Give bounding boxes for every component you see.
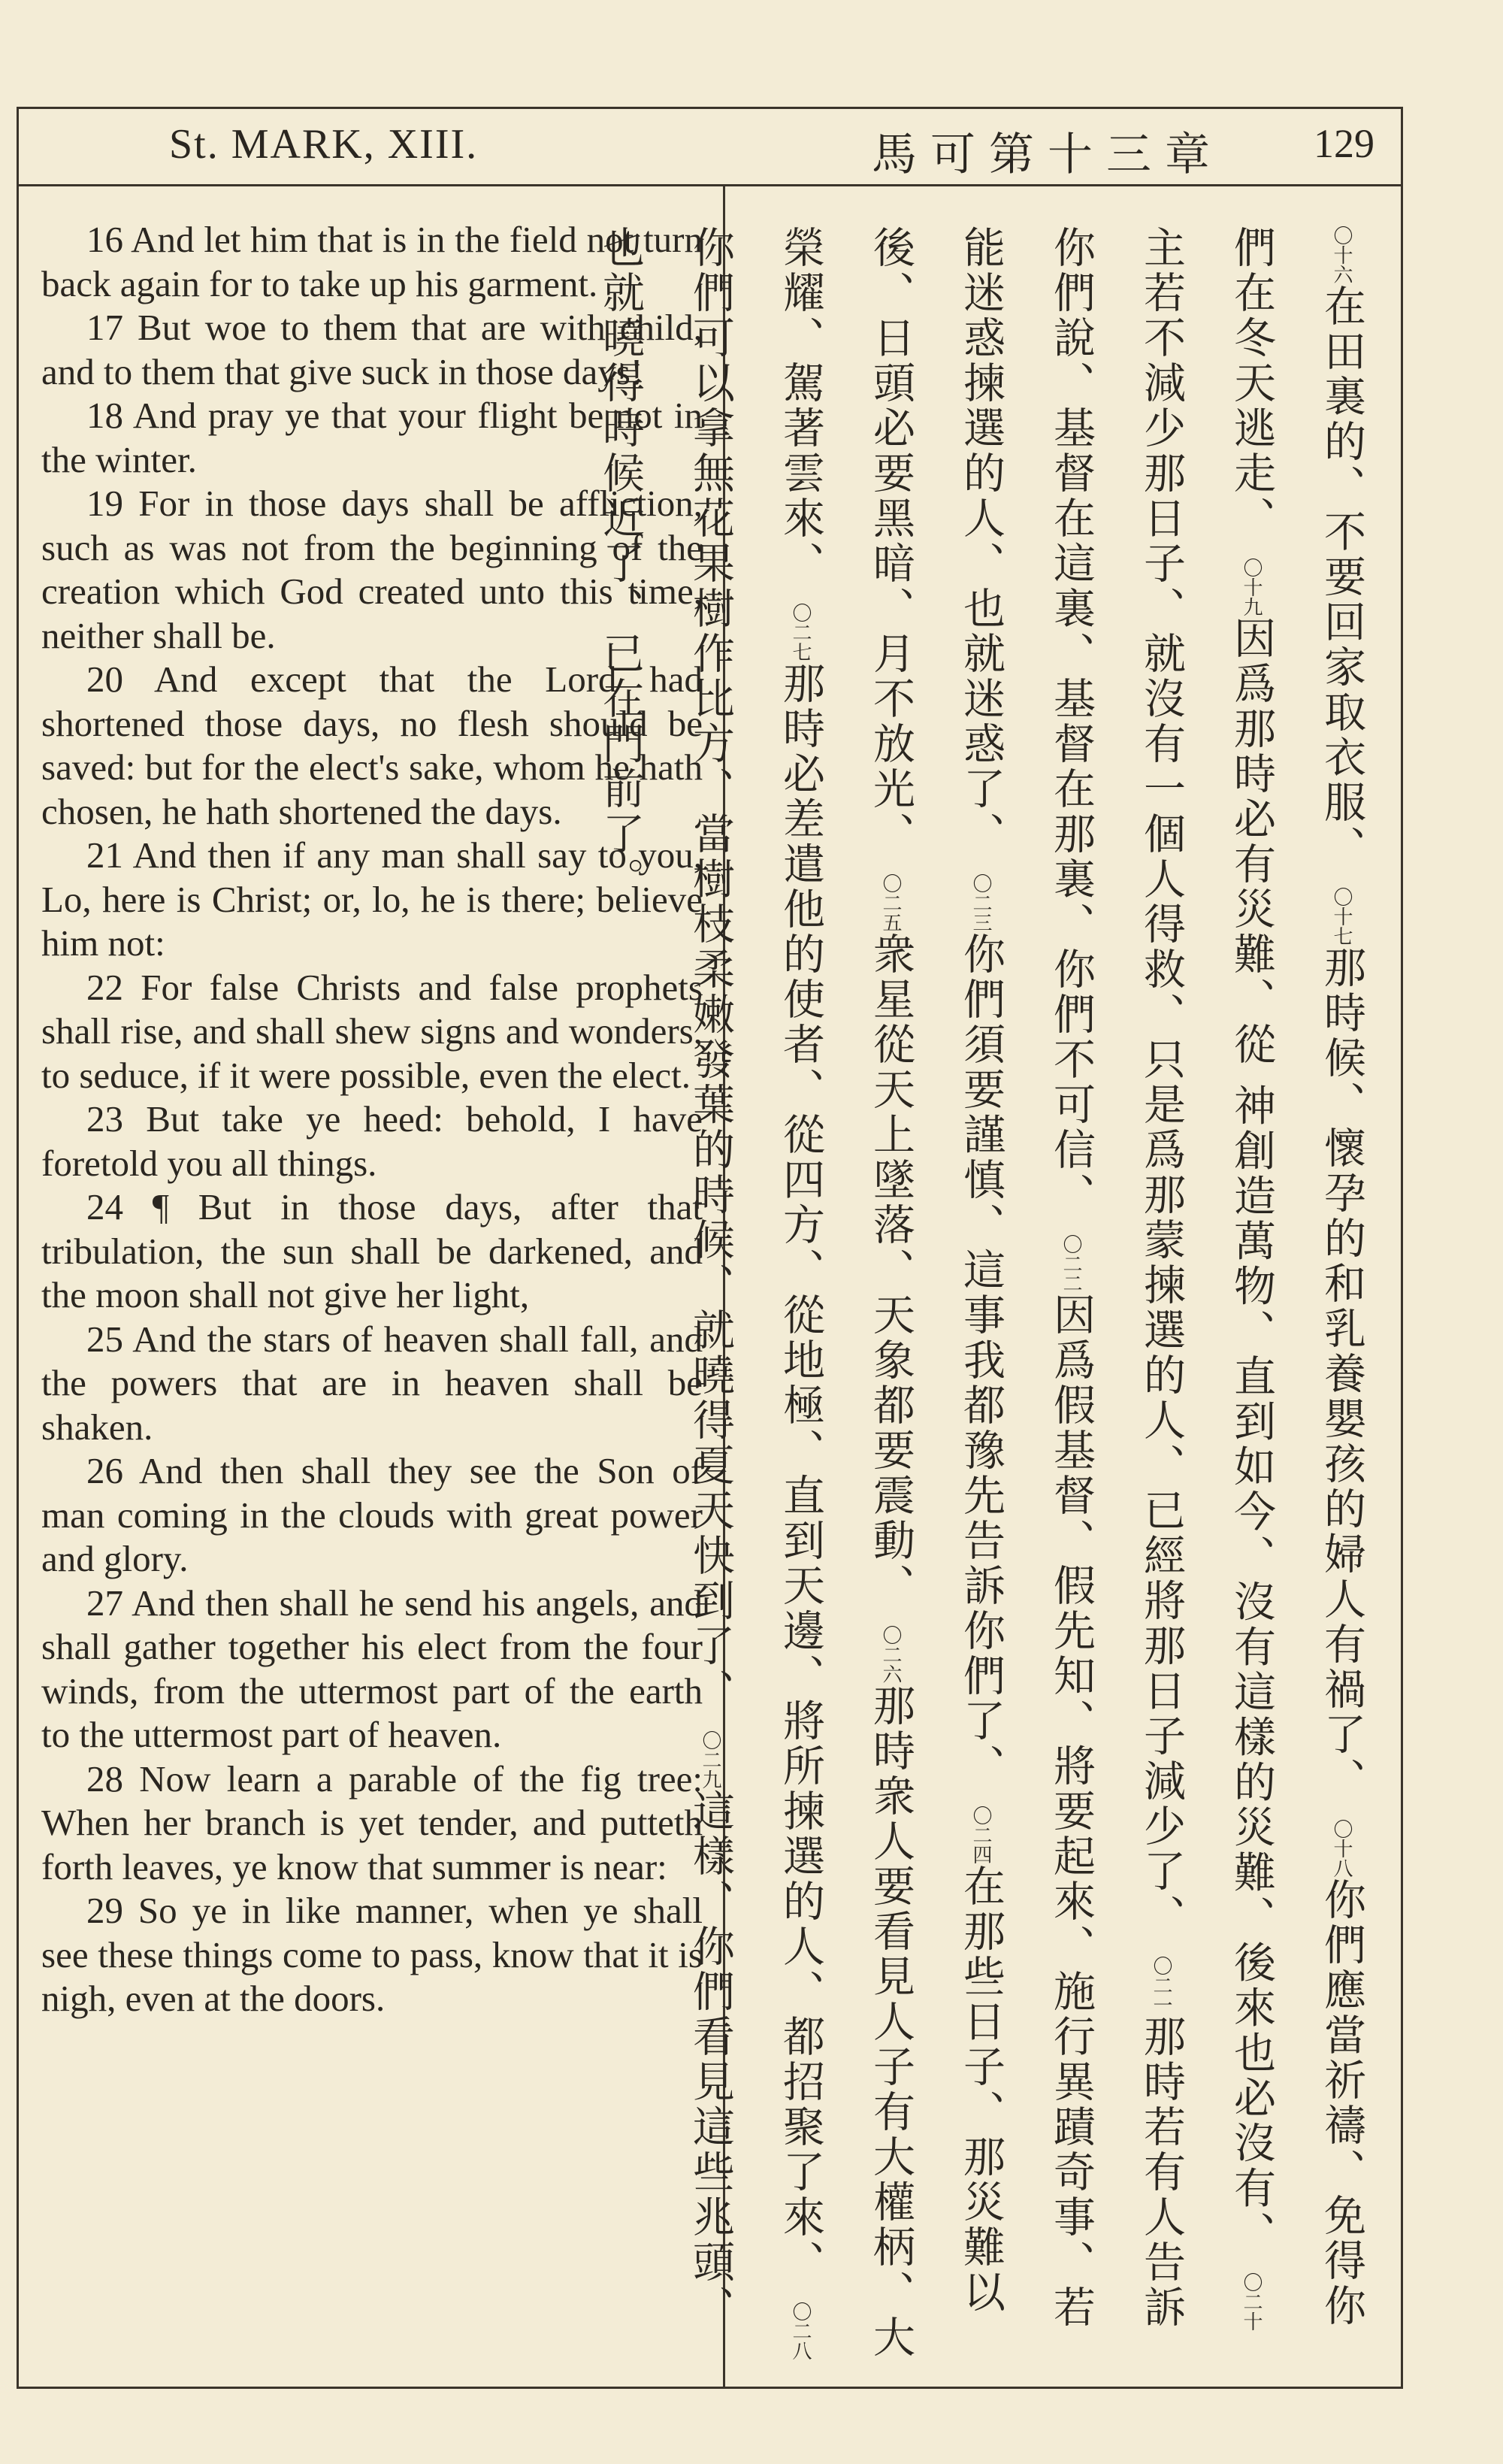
verse-text: But woe to them that are with child, and to them that give suck in those days! [41, 307, 703, 392]
verse-text: 那時必差遣他的使者、從四方、從地極、直到天邊、將所揀選的人、都招聚了來、 [776, 661, 825, 2285]
chinese-verse [957, 873, 1006, 1789]
verse-text: 那時若有人告訴你們說、基督在這裏、基督在那裏、你們不可信、 [1047, 226, 1186, 2330]
chinese-verse [1317, 887, 1366, 1803]
verse-text: 主若不減少那日子、就沒有一個人得救、只是爲那蒙揀選的人、已經將那日子減少了、 [1137, 226, 1186, 1939]
verse-text: So ye in like manner, when ye shall see these things come to pass, know that it is nigh, even at the doors. [41, 1890, 703, 2019]
verse-text: And then if any man shall say to you, Lo, here is Christ; or, lo, he is there; believe him not: [41, 834, 703, 964]
verse-text: And the stars of heaven shall fall, and the powers that are in heaven shall be shaken. [41, 1318, 703, 1448]
verse-text: For in those days shall be affliction, such as was not from the beginning of the creation which God created unto this time, neither shall be. [41, 483, 703, 656]
verse-number: 〇二八 [789, 2301, 812, 2360]
verse-text: 這樣、你們看見這些兆頭、也就曉得時候近了、已在門前了。 [596, 226, 735, 2330]
english-verse [41, 1582, 703, 1757]
verse-number: 〇二十 [1240, 2272, 1263, 2332]
verse-number: 〇十七 [1330, 886, 1353, 946]
verse-number: 〇十九 [1240, 557, 1263, 616]
verse-number: 18 [86, 395, 123, 436]
english-verse [41, 1097, 703, 1185]
verse-text: 衆星從天上墜落、天象都要震動、 [866, 931, 915, 1609]
verse-text: But take ye heed: behold, I have foretold you all things. [41, 1098, 703, 1184]
verse-text: ¶ But in those days, after that tribulation, the sun shall be darkened, and the moon shall not give her light, [41, 1186, 703, 1315]
verse-number: 21 [86, 834, 123, 876]
verse-text: 那時衆人要看見人子有大權柄、大榮耀、駕著雲來、 [776, 226, 915, 2360]
english-verse [41, 1185, 703, 1318]
verse-number: 27 [86, 1582, 123, 1624]
verse-number: 28 [86, 1757, 123, 1800]
verse-number: 〇二四 [969, 1805, 992, 1864]
verse-number: 〇二三 [969, 873, 992, 932]
verse-number: 〇二七 [789, 602, 812, 661]
verse-number: 〇二六 [879, 1624, 902, 1684]
verse-number: 〇十六 [1330, 226, 1353, 284]
verse-number: 19 [86, 483, 123, 524]
verse-number: 〇二二 [1060, 1234, 1082, 1293]
verse-text: 你們應當祈禱、免得你們在冬天逃走、 [1227, 226, 1366, 2329]
page-number: 129 [1314, 121, 1374, 166]
verse-number: 20 [86, 658, 123, 700]
verse-text: 在田裏的、不要回家取衣服、 [1317, 284, 1366, 870]
verse-text: And let him that is in the field not turn back again for to take up his garment. [41, 219, 703, 304]
verse-text: And except that the Lord had shortened those days, no flesh should be saved: but for the elect's sake, whom he hath chosen, he hath shortened the days. [41, 658, 703, 832]
verse-text: And then shall he send his angels, and shall gather together his elect from the four winds, from the uttermost part of the earth to the uttermost part of heaven. [41, 1582, 703, 1755]
verse-text: 你們須要謹慎、這事我都豫先告訴你們了、 [957, 931, 1006, 1789]
verse-text: 你們可以拿無花果樹作比方、當樹枝柔嫩發葉的時候、就曉得夏天快到了、 [686, 226, 735, 1714]
chinese-verse [866, 873, 915, 1609]
verse-number: 22 [86, 966, 123, 1008]
verse-number: 16 [86, 219, 123, 260]
running-head-english: St. MARK, XIII. [169, 121, 479, 168]
verse-text: Now learn a parable of the fig tree: When her branch is yet tender, and putteth forth leaves, ye know that summer is near: [41, 1757, 703, 1887]
verse-number: 24 [86, 1186, 123, 1227]
english-verse [41, 966, 703, 1098]
running-head-chinese: 馬可第十三章 [872, 129, 1223, 181]
verse-number: 〇二一 [1150, 1955, 1172, 2014]
verse-number: 23 [86, 1098, 123, 1140]
chinese-verse [1227, 558, 1276, 2257]
english-verse [41, 1449, 703, 1582]
verse-text: 那時候、懷孕的和乳養嬰孩的婦人有禍了、 [1317, 945, 1366, 1803]
verse-text: 因爲假基督、假先知、將要起來、施行異蹟奇事、若能迷惑揀選的人、也就迷惑了、 [957, 226, 1096, 2330]
english-verse [41, 1318, 703, 1450]
verse-number: 〇二五 [879, 873, 902, 932]
verse-text: 因爲那時必有災難、從 神創造萬物、直到如今、沒有這樣的災難、後來也必沒有、 [1227, 616, 1276, 2257]
verse-number: 29 [86, 1890, 123, 1931]
header-divider [17, 184, 1403, 186]
chinese-text-column [596, 226, 1387, 2368]
verse-number: 26 [86, 1450, 123, 1491]
verse-text: And pray ye that your flight be not in the winter. [41, 395, 703, 480]
english-verse [41, 1889, 703, 2021]
verse-number: 17 [86, 307, 123, 348]
verse-text: 在那些日子、那災難以後、日頭必要黑暗、月不放光、 [866, 226, 1006, 2315]
chinese-verse [1317, 226, 1366, 870]
verse-number: 〇十八 [1330, 1818, 1353, 1878]
chinese-verse [776, 603, 825, 2285]
verse-text: And then shall they see the Son of man coming in the clouds with great power and glory. [41, 1450, 703, 1579]
english-verse [41, 1757, 703, 1890]
verse-number: 25 [86, 1318, 123, 1360]
verse-number: 〇二九 [699, 1730, 721, 1789]
verse-text: For false Christs and false prophets shall rise, and shall shew signs and wonders, to seduce, if it were possible, even the elect. [41, 966, 703, 1096]
